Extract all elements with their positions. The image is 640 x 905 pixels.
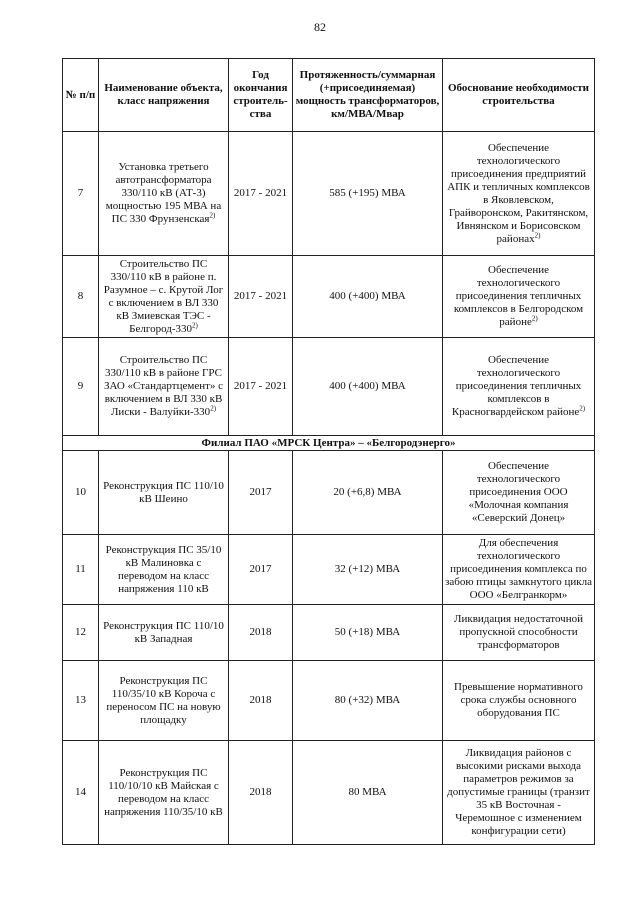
row-name: Реконструкция ПС 35/10 кВ Малиновка с переводом на класс напряжения 110 кВ	[99, 535, 229, 605]
footnote-mark: 2)	[192, 320, 198, 329]
table-row	[63, 741, 595, 845]
row-capacity: 20 (+6,8) МВА	[293, 451, 443, 535]
row-year: 2017 - 2021	[229, 256, 293, 338]
row-name: Реконструкция ПС 110/35/10 кВ Короча с переносом ПС на новую площадку	[99, 661, 229, 741]
page-number: 82	[314, 20, 326, 34]
row-capacity: 400 (+400) МВА	[293, 256, 443, 338]
row-basis-text: Обеспечение технологического присоединения тепличных комплексов в Красногвардейском районе	[451, 354, 582, 418]
row-num: 13	[63, 661, 99, 741]
header-capacity: Протяженность/суммарная (+присоединяемая) мощность трансформаторов, км/МВА/Мвар	[293, 59, 443, 132]
row-year: 2018	[229, 741, 293, 845]
row-name	[99, 338, 229, 436]
investment-table	[62, 58, 595, 845]
table-row	[63, 605, 595, 661]
row-capacity: 585 (+195) МВА	[293, 132, 443, 256]
row-name	[99, 256, 229, 338]
row-name: Реконструкция ПС 110/10 кВ Шеино	[99, 451, 229, 535]
row-basis-text: Обеспечение технологического присоединения предприятий АПК и тепличных комплексов в Яковлевском, Грайворонском, Ракитянском, Ивнянском и Борисовском районах	[447, 141, 590, 245]
row-basis: Превышение нормативного срока службы основного оборудования ПС	[443, 661, 595, 741]
section-title: Филиал ПАО «МРСК Центра» – «Белгородэнерго»	[63, 436, 595, 451]
table-row	[63, 256, 595, 338]
header-year: Год окончания строитель-ства	[229, 59, 293, 132]
row-num: 10	[63, 451, 99, 535]
row-basis: Для обеспечения технологического присоединения комплекса по забою птицы замкнутого цикла ООО «Белгранкорм»	[443, 535, 595, 605]
table-row	[63, 451, 595, 535]
footnote-mark: 2)	[579, 404, 586, 413]
row-num: 12	[63, 605, 99, 661]
row-basis	[443, 338, 595, 436]
row-basis: Ликвидация районов с высокими рисками выхода параметров режимов за допустимые границы (транзит 35 кВ Восточная - Черемошное с изменением конфигурации сети)	[443, 741, 595, 845]
header-num: № п/п	[63, 59, 99, 132]
row-basis: Обеспечение технологического присоединения ООО «Молочная компания «Северский Донец»	[443, 451, 595, 535]
row-num: 7	[63, 132, 99, 256]
footnote-mark: 2)	[534, 230, 541, 239]
row-basis: Ликвидация недостаточной пропускной способности трансформаторов	[443, 605, 595, 661]
table-header-row	[63, 59, 595, 132]
row-year: 2017 - 2021	[229, 338, 293, 436]
row-basis-text: Обеспечение технологического присоединения тепличных комплексов в Белгородском районе	[453, 264, 584, 328]
row-num: 8	[63, 256, 99, 338]
row-name-text: Строительство ПС 330/110 кВ в районе ГРС ЗАО «Стандартцемент» с включением в ВЛ 330 кВ Лиски - Валуйки-330	[103, 354, 224, 418]
row-capacity: 50 (+18) МВА	[293, 605, 443, 661]
row-year: 2017 - 2021	[229, 132, 293, 256]
footnote-mark: 2)	[210, 404, 217, 413]
row-num: 11	[63, 535, 99, 605]
footnote-mark: 2)	[531, 314, 538, 323]
row-name: Реконструкция ПС 110/10 кВ Западная	[99, 605, 229, 661]
header-basis: Обоснование необходимости строительства	[443, 59, 595, 132]
footnote-mark: 2)	[209, 211, 216, 220]
table-row	[63, 132, 595, 256]
row-year: 2017	[229, 535, 293, 605]
section-row	[63, 436, 595, 451]
row-name	[99, 132, 229, 256]
table-row	[63, 661, 595, 741]
row-basis	[443, 256, 595, 338]
row-year: 2017	[229, 451, 293, 535]
row-capacity: 32 (+12) МВА	[293, 535, 443, 605]
row-name-text: Строительство ПС 330/110 кВ в районе п. Разумное – с. Крутой Лог с включением в ВЛ 330 кВ Змиевская ТЭС - Белгород-330	[103, 257, 224, 335]
header-name: Наименование объекта, класс напряжения	[99, 59, 229, 132]
table-row	[63, 338, 595, 436]
row-capacity: 80 (+32) МВА	[293, 661, 443, 741]
row-name: Реконструкция ПС 110/10/10 кВ Майская с переводом на класс напряжения 110/35/10 кВ	[99, 741, 229, 845]
row-num: 9	[63, 338, 99, 436]
row-num: 14	[63, 741, 99, 845]
row-name-text: Установка третьего автотрансформатора 330/110 кВ (АТ-3) мощностью 195 МВА на ПС 330 Фрунзенская	[105, 161, 222, 225]
table-row	[63, 535, 595, 605]
row-year: 2018	[229, 605, 293, 661]
row-capacity: 80 МВА	[293, 741, 443, 845]
row-basis	[443, 132, 595, 256]
row-year: 2018	[229, 661, 293, 741]
row-capacity: 400 (+400) МВА	[293, 338, 443, 436]
